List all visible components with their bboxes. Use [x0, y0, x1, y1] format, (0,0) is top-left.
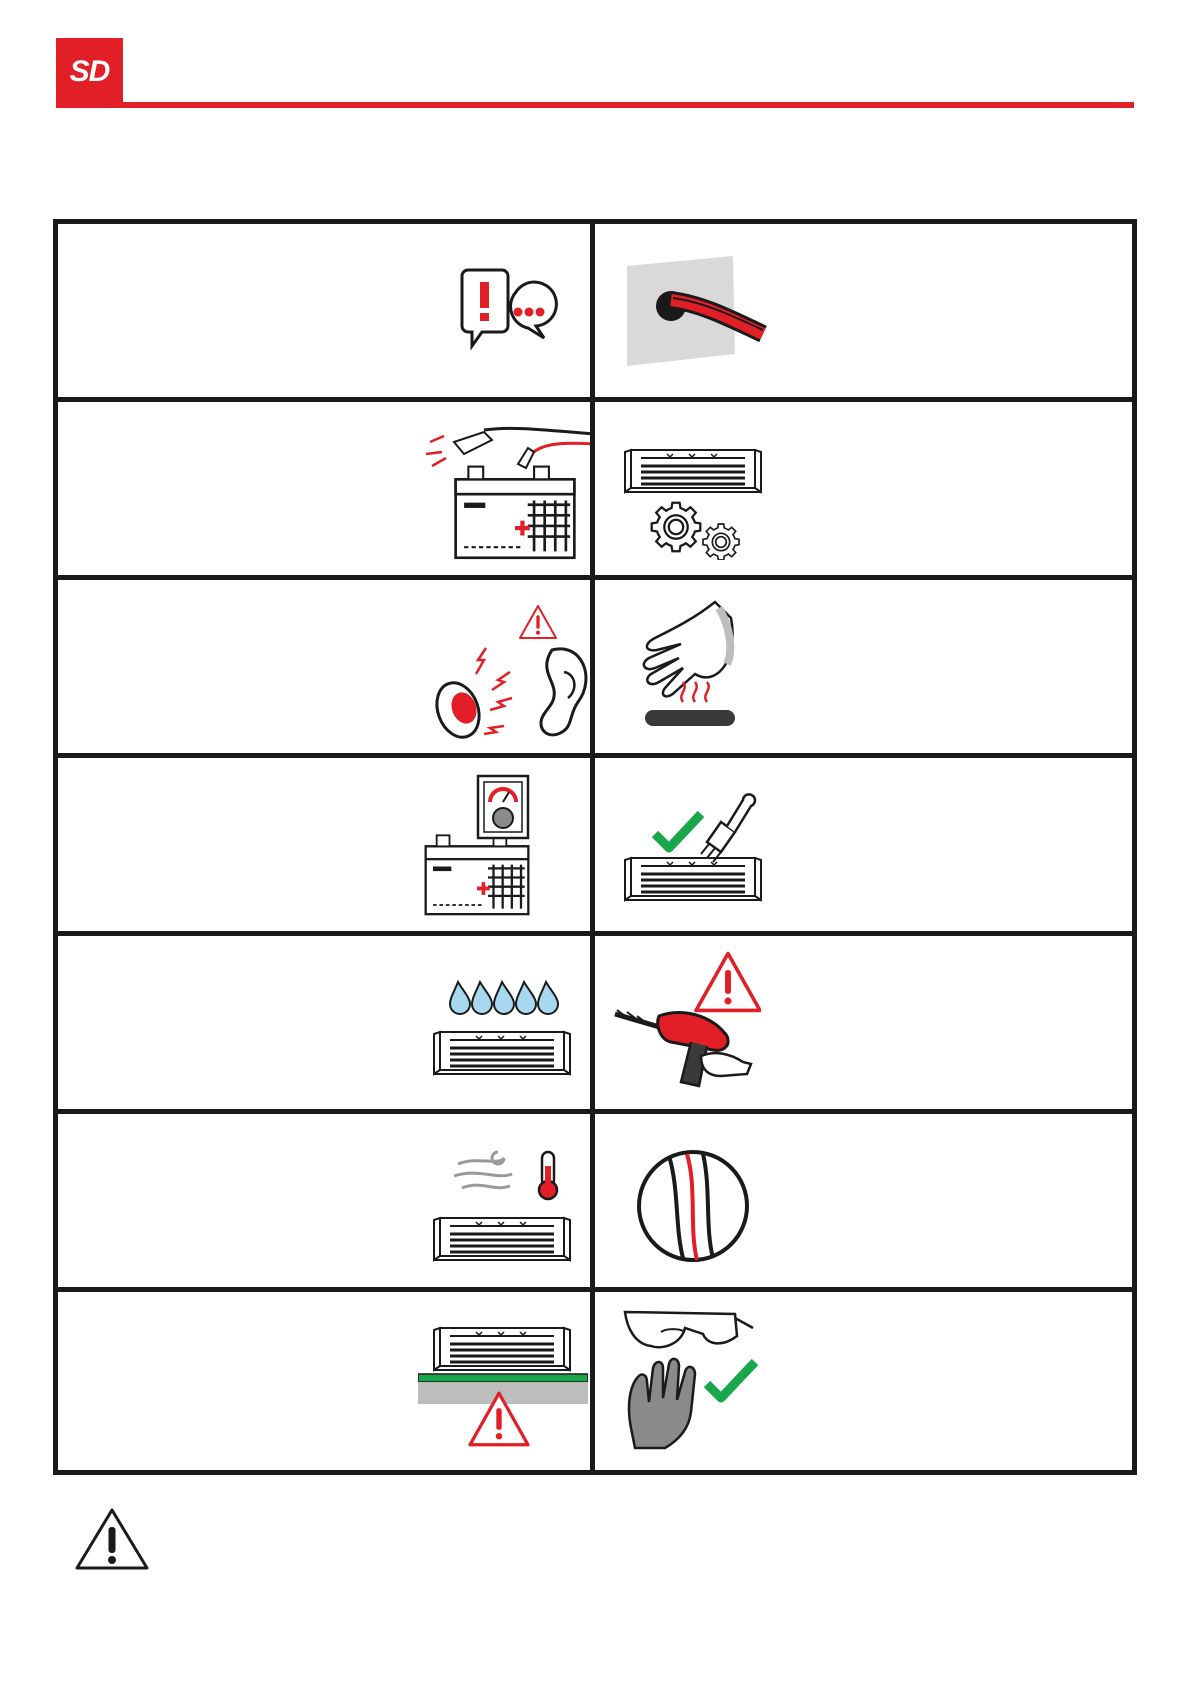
instruction-cell-5 — [58, 580, 595, 758]
instruction-cell-7 — [58, 758, 595, 936]
brand-logo — [56, 38, 123, 105]
amplifier-water-drops-icon — [428, 976, 578, 1086]
instruction-cell-14 — [595, 1292, 1132, 1470]
instruction-cell-12 — [595, 1114, 1132, 1292]
drill-warning-icon — [611, 946, 761, 1096]
instruction-cell-3 — [58, 402, 595, 580]
instruction-cell-13 — [58, 1292, 595, 1470]
instruction-cell-4 — [595, 402, 1132, 580]
amplifier-clean-brush-icon — [623, 782, 773, 912]
cable-passthrough-icon — [623, 250, 773, 370]
instruction-cell-11 — [58, 1114, 595, 1292]
instruction-cell-10 — [595, 936, 1132, 1114]
instruction-cell-9 — [58, 936, 595, 1114]
wire-crosssection-icon — [635, 1148, 755, 1268]
loud-sound-ear-warning-icon — [418, 598, 595, 748]
warning-triangle-icon — [74, 1507, 150, 1571]
amplifier-ventilation-temperature-icon — [428, 1150, 578, 1266]
speech-alert-icon — [458, 264, 558, 354]
battery-voltage-meter-icon — [422, 772, 582, 922]
safety-instructions-grid — [53, 219, 1137, 1475]
battery-disconnect-icon — [414, 412, 594, 562]
brand-logo-text: SD — [69, 54, 110, 88]
instruction-cell-1 — [58, 224, 595, 402]
instruction-cell-2 — [595, 224, 1132, 402]
amplifier-mounting-surface-warning-icon — [418, 1318, 588, 1458]
hot-surface-hand-icon — [635, 598, 765, 738]
amplifier-gears-icon — [623, 440, 773, 560]
instruction-cell-8 — [595, 758, 1132, 936]
instruction-cell-6 — [595, 580, 1132, 758]
header-rule — [56, 102, 1134, 108]
safety-glasses-gloves-icon — [621, 1308, 771, 1458]
